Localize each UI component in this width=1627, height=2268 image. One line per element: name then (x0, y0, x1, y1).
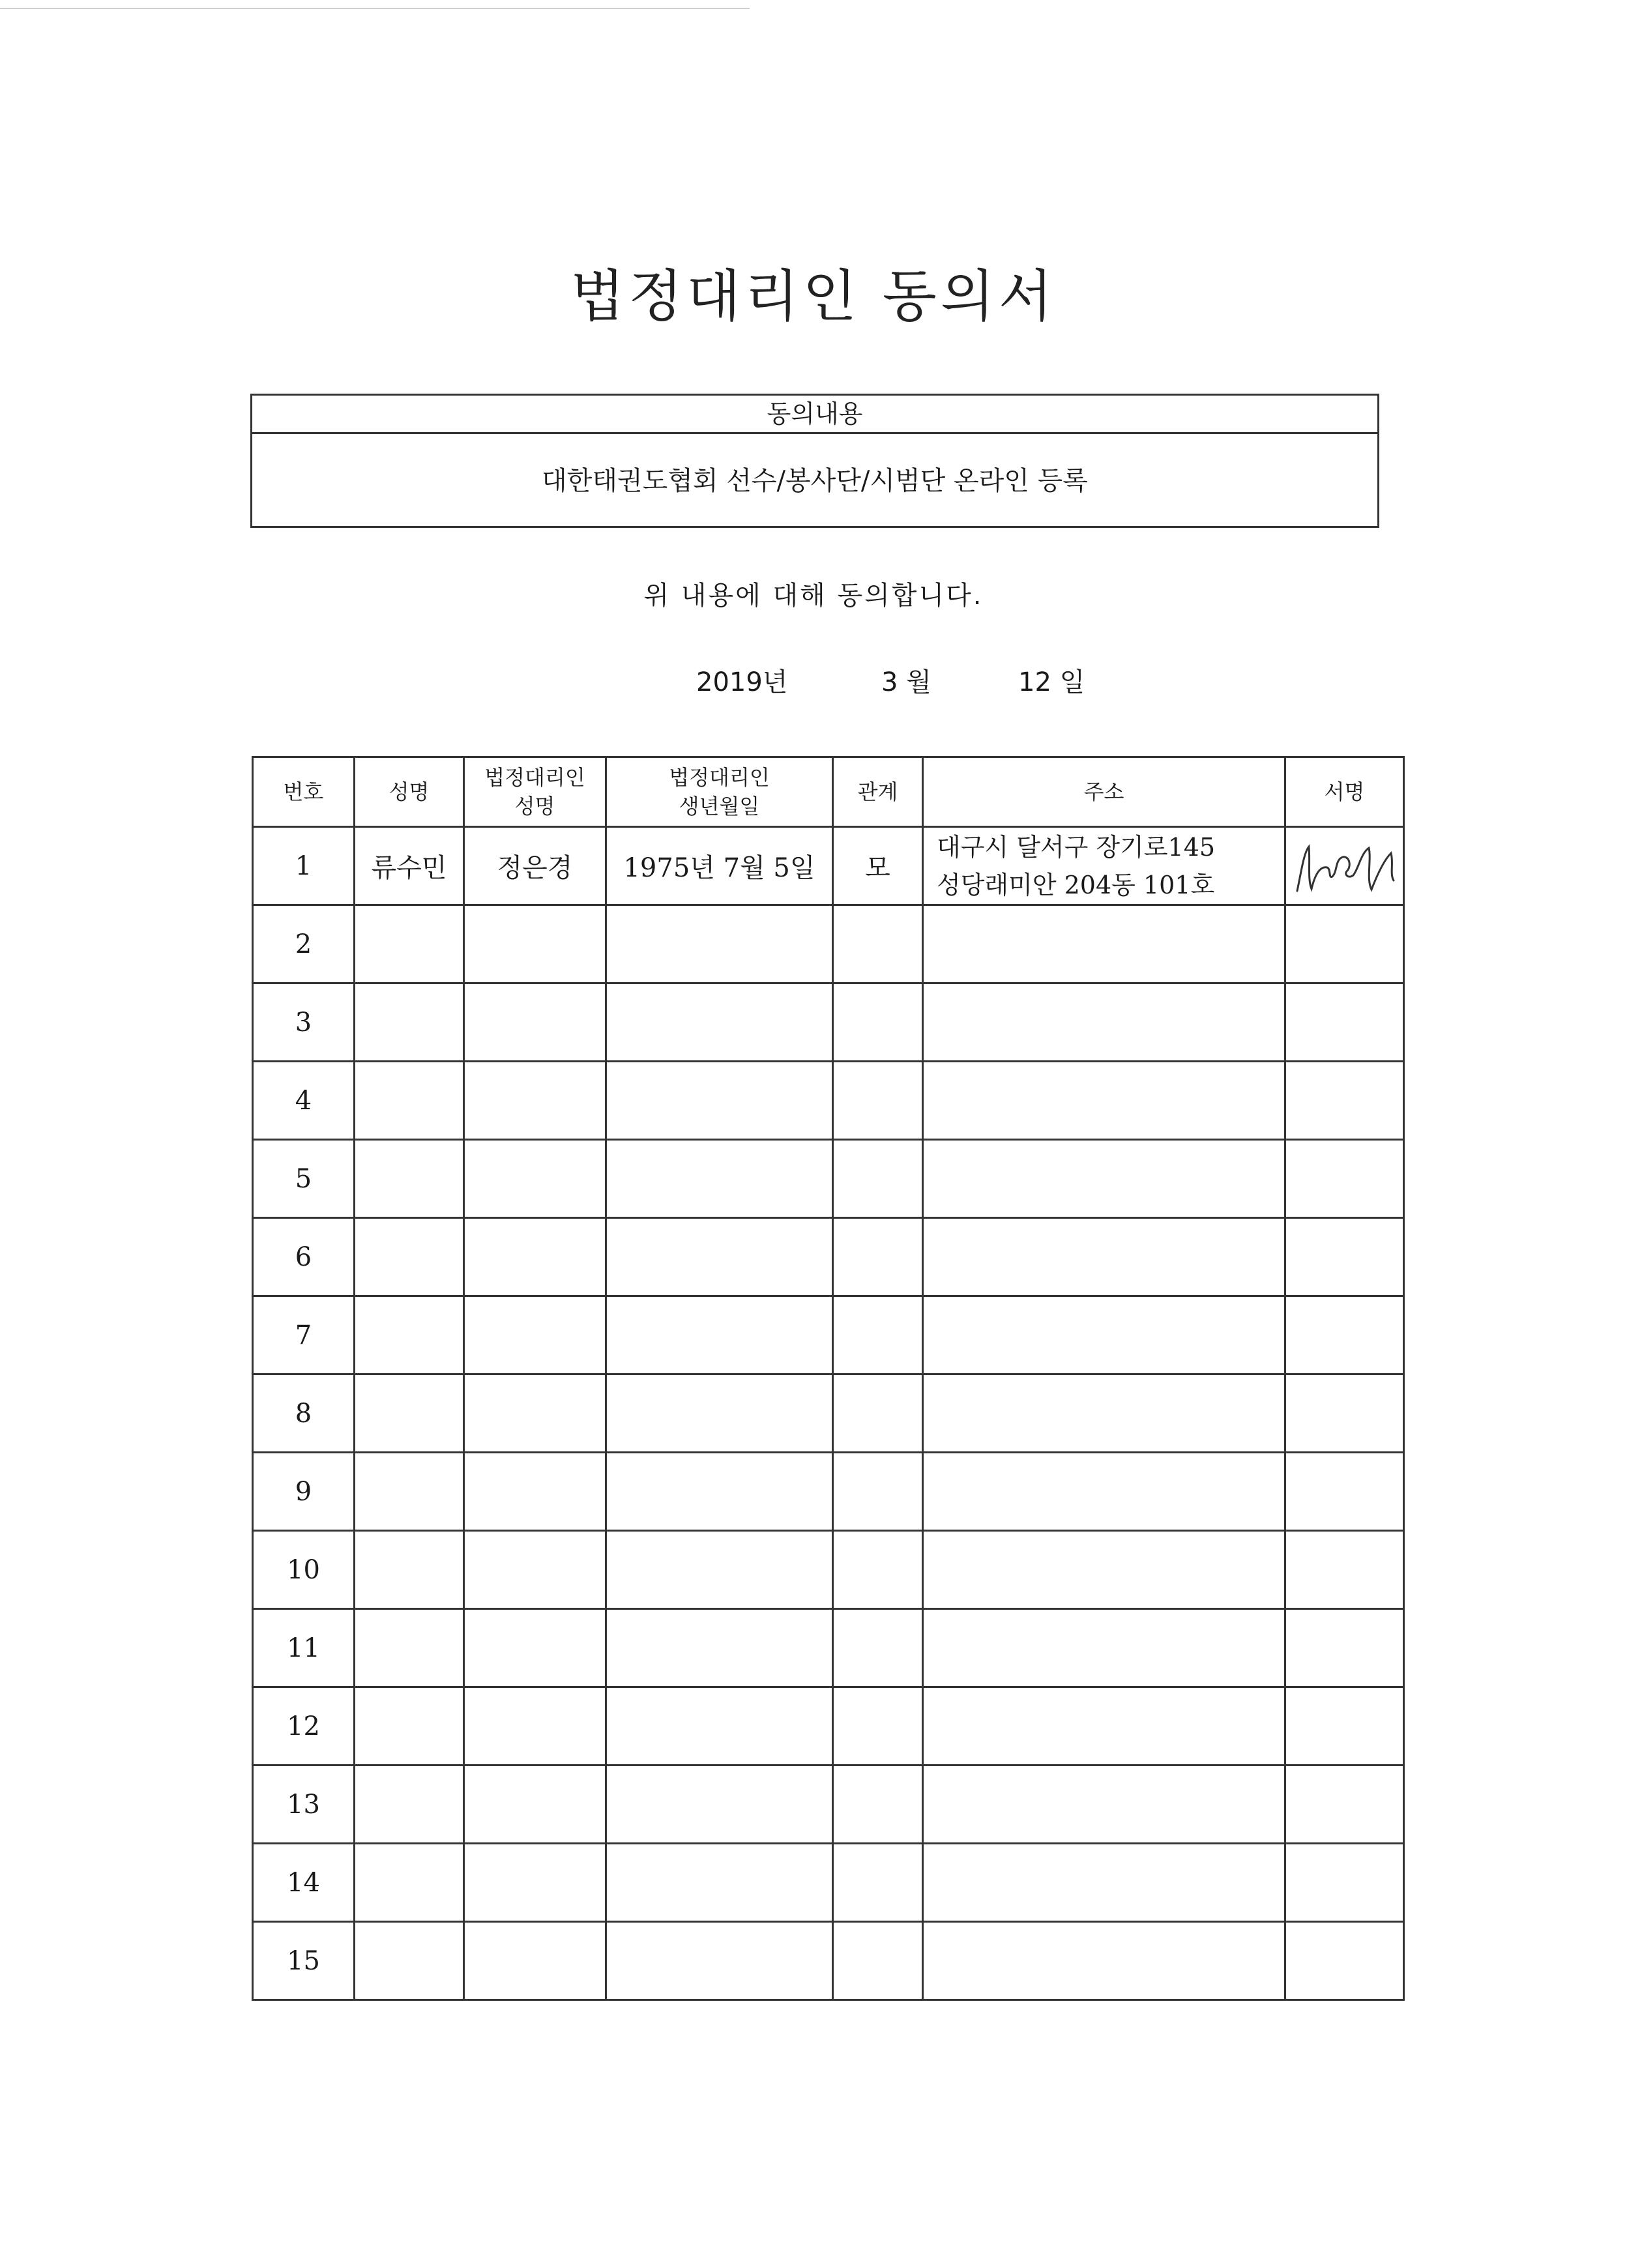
row-address-cell (923, 1687, 1285, 1766)
row-guardian-name-cell: 정은경 (464, 827, 606, 905)
row-name-cell (355, 1453, 464, 1531)
row-signature-cell (1285, 1609, 1404, 1687)
row-address-cell (923, 1062, 1285, 1140)
row-relation-cell (833, 1609, 923, 1687)
row-guardian-name-cell (464, 1062, 606, 1140)
row-signature-cell (1285, 1844, 1404, 1922)
header-address: 주소 (923, 757, 1285, 827)
consent-body: 대한태권도협회 선수/봉사단/시범단 온라인 등록 (542, 466, 1088, 496)
row-guardian-birth-cell (606, 1140, 833, 1218)
row-guardian-name-cell (464, 1687, 606, 1766)
row-address-cell (923, 827, 1285, 905)
row-relation-cell (833, 1687, 923, 1766)
row-name-cell (355, 1687, 464, 1766)
row-name-cell (355, 1922, 464, 2000)
table-row (253, 1922, 1404, 2000)
row-guardian-name-cell (464, 1140, 606, 1218)
document-title: 법정대리인 동의서 (570, 264, 1057, 329)
table-row (253, 1687, 1404, 1766)
row-guardian-name-cell (464, 1296, 606, 1374)
row-number-cell: 3 (253, 983, 355, 1062)
header-number: 번호 (253, 757, 355, 827)
row-number-cell: 11 (253, 1609, 355, 1687)
table-row (253, 905, 1404, 983)
row-guardian-name-cell (464, 1844, 606, 1922)
row-guardian-birth-cell: 1975년 7월 5일 (606, 827, 833, 905)
row-relation-cell (833, 1218, 923, 1296)
header-guardian-birth (606, 757, 833, 827)
row-relation-cell: 모 (833, 827, 923, 905)
row-relation-cell (833, 1062, 923, 1140)
row-signature-cell (1285, 1062, 1404, 1140)
table-row (253, 1844, 1404, 1922)
address-line-1: 대구시 달서구 장기로145 (937, 832, 1216, 862)
consent-header: 동의내용 (252, 396, 1377, 434)
header-guardian-name (464, 757, 606, 827)
row-guardian-name-cell (464, 905, 606, 983)
header-name: 성명 (355, 757, 464, 827)
row-address-cell (923, 1296, 1285, 1374)
row-signature-cell (1285, 1531, 1404, 1609)
row-signature-cell (1285, 1218, 1404, 1296)
row-relation-cell (833, 1766, 923, 1844)
row-address-cell (923, 1374, 1285, 1453)
header-relation: 관계 (833, 757, 923, 827)
table-row (253, 983, 1404, 1062)
consent-content-box (250, 394, 1379, 528)
row-guardian-birth-cell (606, 1296, 833, 1374)
header-guardian-name-line1: 법정대리인 (484, 765, 585, 790)
row-signature-cell (1285, 1766, 1404, 1844)
table-row (253, 1062, 1404, 1140)
table-row (253, 1609, 1404, 1687)
row-number-cell: 8 (253, 1374, 355, 1453)
row-relation-cell (833, 1922, 923, 2000)
row-signature-cell (1285, 827, 1404, 905)
row-guardian-birth-cell (606, 1687, 833, 1766)
row-name-cell (355, 1062, 464, 1140)
row-signature-cell (1285, 1922, 1404, 2000)
row-address-cell (923, 1609, 1285, 1687)
row-signature-cell (1285, 1140, 1404, 1218)
row-number-cell: 1 (253, 827, 355, 905)
row-guardian-name-cell (464, 1218, 606, 1296)
header-guardian-birth-line1: 법정대리인 (669, 765, 770, 790)
row-relation-cell (833, 1531, 923, 1609)
table-row (253, 1766, 1404, 1844)
table-row (253, 827, 1404, 905)
row-number-cell: 15 (253, 1922, 355, 2000)
row-relation-cell (833, 1140, 923, 1218)
row-number-cell: 4 (253, 1062, 355, 1140)
row-guardian-name-cell (464, 1922, 606, 2000)
row-address-cell (923, 1218, 1285, 1296)
row-name-cell (355, 983, 464, 1062)
row-guardian-name-cell (464, 1531, 606, 1609)
guardian-consent-table (252, 756, 1405, 2001)
row-number-cell: 6 (253, 1218, 355, 1296)
row-guardian-name-cell (464, 1374, 606, 1453)
row-number-cell: 10 (253, 1531, 355, 1609)
row-name-cell (355, 1218, 464, 1296)
row-guardian-name-cell (464, 983, 606, 1062)
row-name-cell (355, 1609, 464, 1687)
table-row (253, 1296, 1404, 1374)
row-relation-cell (833, 983, 923, 1062)
header-signature: 서명 (1285, 757, 1404, 827)
row-address-cell (923, 1844, 1285, 1922)
row-guardian-birth-cell (606, 1062, 833, 1140)
row-name-cell (355, 1374, 464, 1453)
row-number-cell: 2 (253, 905, 355, 983)
address-line-2: 성당래미안 204동 101호 (937, 870, 1215, 899)
row-number-cell: 14 (253, 1844, 355, 1922)
row-name-cell (355, 1844, 464, 1922)
row-signature-cell (1285, 1374, 1404, 1453)
row-name-cell (355, 905, 464, 983)
row-guardian-name-cell (464, 1609, 606, 1687)
agreement-statement: 위 내용에 대해 동의합니다. (643, 581, 984, 611)
row-address-cell (923, 1922, 1285, 2000)
table-header-row (253, 757, 1404, 827)
row-signature-cell (1285, 983, 1404, 1062)
table-row (253, 1531, 1404, 1609)
row-guardian-birth-cell (606, 1766, 833, 1844)
row-guardian-birth-cell (606, 983, 833, 1062)
row-address-cell (923, 1453, 1285, 1531)
row-guardian-birth-cell (606, 905, 833, 983)
row-name-cell: 류수민 (355, 827, 464, 905)
row-guardian-birth-cell (606, 1374, 833, 1453)
row-guardian-birth-cell (606, 1218, 833, 1296)
header-guardian-name-line2: 성명 (514, 794, 555, 819)
date-year: 2019년 (696, 667, 788, 697)
header-guardian-birth-line2: 생년월일 (679, 794, 760, 819)
row-number-cell: 9 (253, 1453, 355, 1531)
row-signature-cell (1285, 905, 1404, 983)
table-body (253, 827, 1404, 2000)
row-address-cell (923, 983, 1285, 1062)
row-relation-cell (833, 1374, 923, 1453)
table-row (253, 1140, 1404, 1218)
table-row (253, 1374, 1404, 1453)
row-relation-cell (833, 1844, 923, 1922)
scan-edge-line (0, 8, 750, 9)
row-name-cell (355, 1296, 464, 1374)
table-row (253, 1453, 1404, 1531)
row-number-cell: 12 (253, 1687, 355, 1766)
date-month: 3 월 (881, 667, 931, 697)
row-address-cell (923, 1140, 1285, 1218)
table-row (253, 1218, 1404, 1296)
row-number-cell: 13 (253, 1766, 355, 1844)
row-relation-cell (833, 1453, 923, 1531)
date-day: 12 일 (1018, 667, 1085, 697)
handwritten-signature-icon (1289, 834, 1400, 899)
row-relation-cell (833, 905, 923, 983)
row-number-cell: 5 (253, 1140, 355, 1218)
row-relation-cell (833, 1296, 923, 1374)
row-guardian-birth-cell (606, 1922, 833, 2000)
row-name-cell (355, 1140, 464, 1218)
row-address-cell (923, 905, 1285, 983)
row-guardian-name-cell (464, 1453, 606, 1531)
row-address-cell (923, 1766, 1285, 1844)
row-guardian-birth-cell (606, 1609, 833, 1687)
row-signature-cell (1285, 1296, 1404, 1374)
row-number-cell: 7 (253, 1296, 355, 1374)
row-signature-cell (1285, 1687, 1404, 1766)
row-guardian-name-cell (464, 1766, 606, 1844)
row-address-cell (923, 1531, 1285, 1609)
row-guardian-birth-cell (606, 1453, 833, 1531)
row-signature-cell (1285, 1453, 1404, 1531)
row-name-cell (355, 1766, 464, 1844)
row-guardian-birth-cell (606, 1531, 833, 1609)
row-guardian-birth-cell (606, 1844, 833, 1922)
row-name-cell (355, 1531, 464, 1609)
